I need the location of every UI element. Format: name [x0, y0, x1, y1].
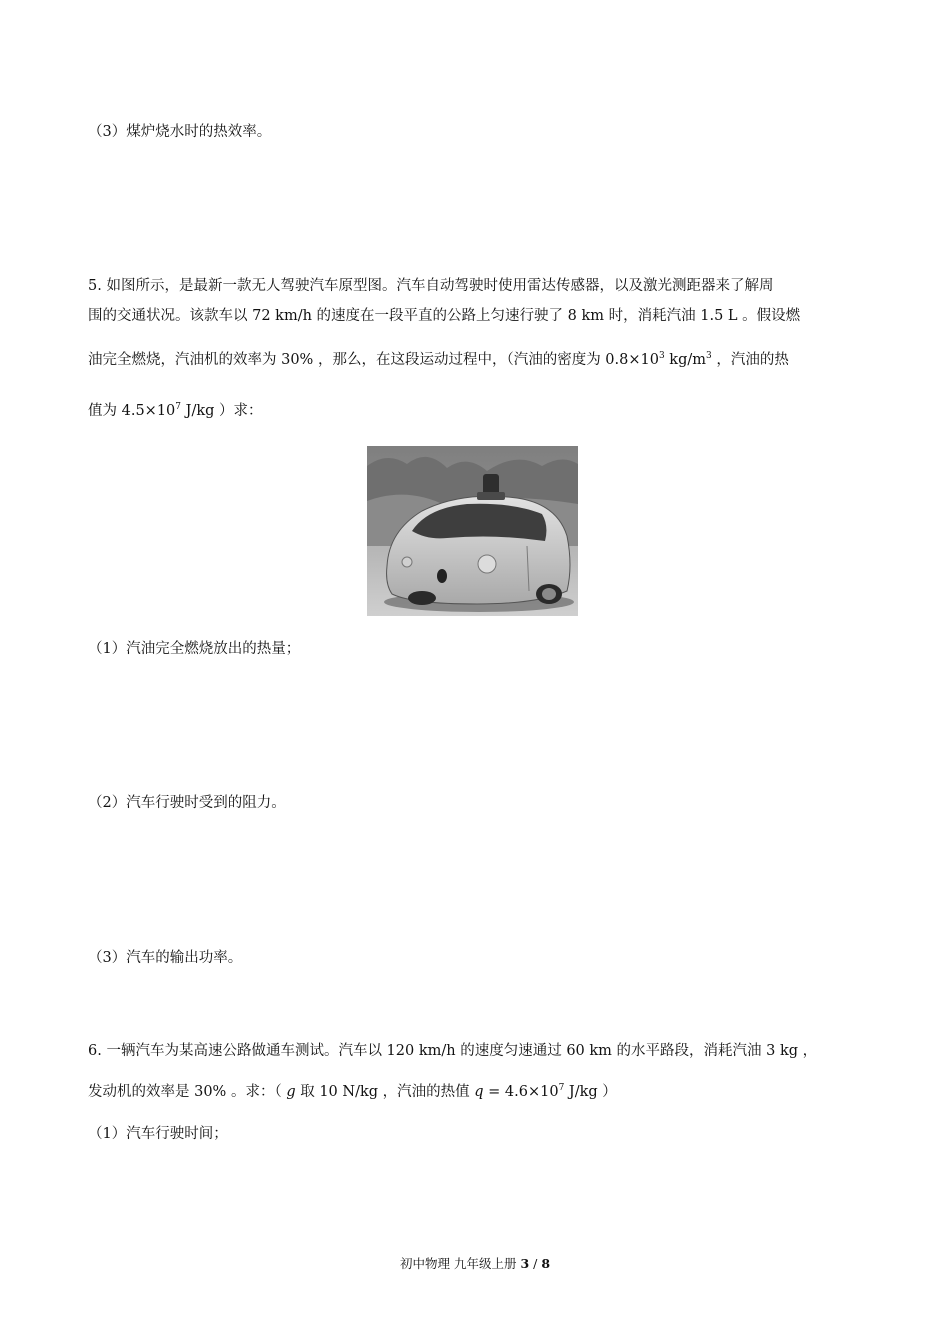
q5-line4-sup: 7 — [175, 402, 182, 412]
q5-line4 — [88, 401, 263, 421]
q5-sub1: （1）汽油完全燃烧放出的热量； — [88, 641, 301, 657]
q5-line4a: 值为 4.5×10 — [88, 403, 176, 419]
q5-line1: 5. 如图所示，是最新一款无人驾驶汽车原型图。汽车自动驾驶时使用雷达传感器，以及激光测距器来了解周 — [88, 278, 774, 294]
q5-line3 — [88, 350, 789, 370]
q6-sub1: （1）汽车行驶时间； — [88, 1126, 228, 1142]
q6-line2b: 取 10 N/kg ，汽油的热值 — [295, 1084, 475, 1100]
q6-line2-sup: 7 — [558, 1083, 565, 1093]
q6-line2 — [88, 1082, 617, 1102]
q6-symbol-q: q — [474, 1084, 484, 1100]
footer-separator: / — [529, 1256, 542, 1271]
q5-line3b: kg/m — [664, 352, 707, 368]
footer-page-total: 8 — [541, 1256, 551, 1271]
footer-page-number: 3 — [520, 1256, 530, 1271]
page-footer — [0, 1255, 950, 1273]
driverless-car-photo — [367, 446, 578, 616]
q5-line2: 围的交通状况。该款车以 72 km/h 的速度在一段平直的公路上匀速行驶了 8 km 时，消耗汽油 1.5 L 。假设燃 — [88, 308, 801, 324]
q5-line3-sup1: 3 — [658, 351, 665, 361]
q6-line2c: = 4.6×10 — [483, 1084, 559, 1100]
q5-sub3: （3）汽车的输出功率。 — [88, 950, 243, 966]
q4-sub3: （3）煤炉烧水时的热效率。 — [88, 124, 272, 140]
footer-label: 初中物理 九年级上册 — [399, 1256, 521, 1271]
q5-line4b: J/kg ）求： — [181, 403, 263, 419]
q6-symbol-g: g — [286, 1084, 296, 1100]
q6-line2d: J/kg ） — [564, 1084, 617, 1100]
q5-line3a: 油完全燃烧，汽油机的效率为 30% ，那么，在这段运动过程中，（汽油的密度为 0.8×10 — [88, 352, 659, 368]
q5-line3c: ，汽油的热 — [711, 352, 789, 368]
q6-line1: 6. 一辆汽车为某高速公路做通车测试。汽车以 120 km/h 的速度匀速通过 60 km 的水平路段，消耗汽油 3 kg ， — [88, 1043, 818, 1059]
q5-line3-sup2: 3 — [706, 351, 712, 361]
q6-line2a: 发动机的效率是 30% 。求：（ — [88, 1084, 287, 1100]
q5-sub2: （2）汽车行驶时受到的阻力。 — [88, 795, 286, 811]
